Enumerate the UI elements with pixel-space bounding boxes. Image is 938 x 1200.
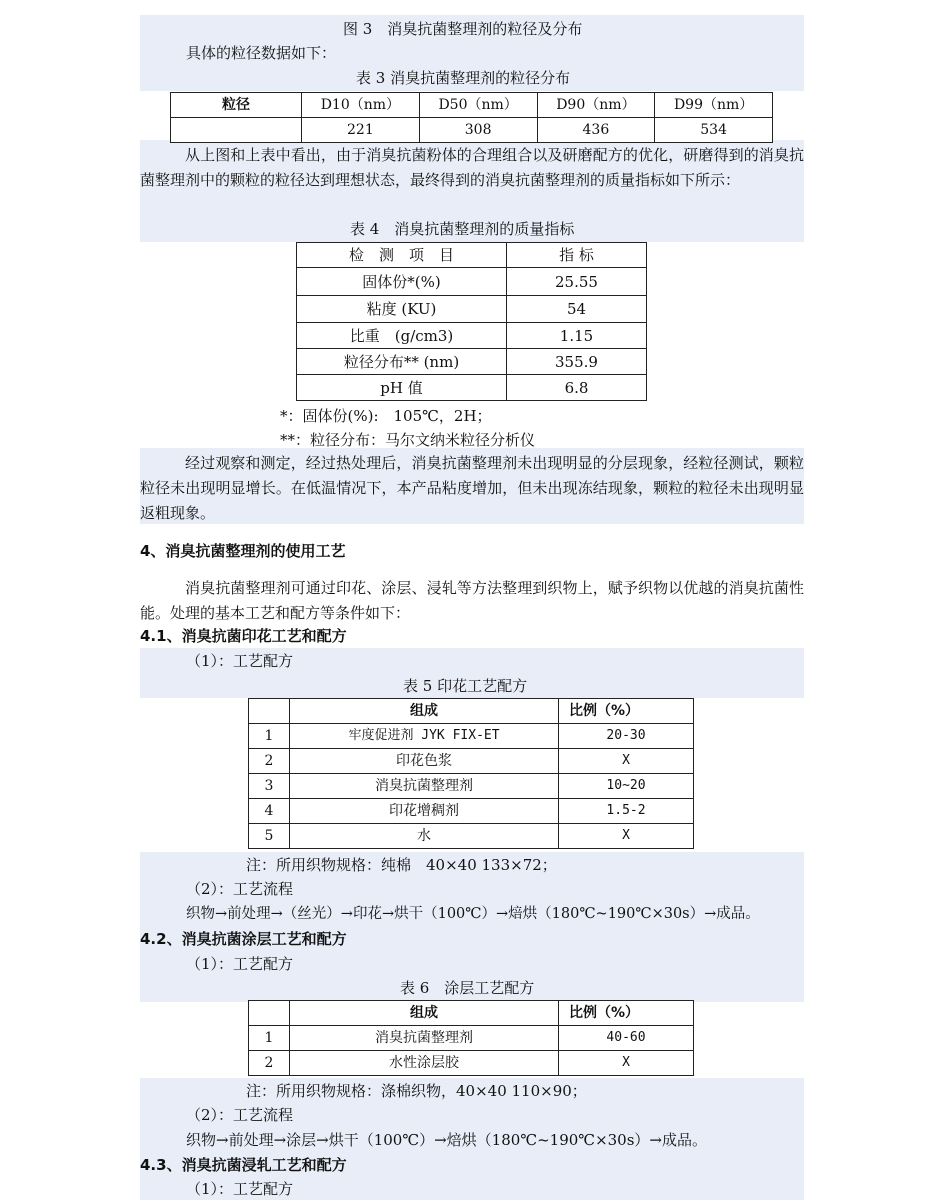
header-cell (249, 699, 290, 724)
section-heading: 4、消臭抗菌整理剂的使用工艺 (140, 542, 346, 560)
table-cell: 308 (419, 118, 537, 143)
header-cell: D10（nm） (302, 93, 420, 118)
table-cell: 消臭抗菌整理剂 (290, 1026, 559, 1051)
table-row (249, 1026, 694, 1051)
table-row (249, 799, 694, 824)
table-cell: 印花色浆 (290, 749, 559, 774)
header-cell: D90（nm） (537, 93, 655, 118)
table-header-row (297, 243, 647, 268)
subsection-heading: 4.2、消臭抗菌涂层工艺和配方 (140, 930, 347, 948)
table-cell (171, 118, 302, 143)
subsection-heading: 4.3、消臭抗菌浸轧工艺和配方 (140, 1156, 347, 1174)
header-cell (249, 1001, 290, 1026)
table-row (249, 749, 694, 774)
table-row (249, 1051, 694, 1076)
header-cell: 比例（%） (559, 1001, 694, 1026)
table-cell: 4 (249, 799, 290, 824)
header-cell: 组成 (290, 699, 559, 724)
table-cell: 水性涂层胶 (290, 1051, 559, 1076)
table-header-row (171, 93, 773, 118)
table-row (249, 824, 694, 849)
step-label: （2）：工艺流程 (186, 1106, 294, 1124)
step-label: （1）：工艺配方 (186, 1180, 294, 1198)
table-cell: 3 (249, 774, 290, 799)
step-label: （2）：工艺流程 (186, 880, 294, 898)
process-flow: 织物→前处理→涂层→烘干（100℃）→焙烘（180℃~190℃×30s）→成品。 (186, 1131, 707, 1149)
header-cell: 指 标 (507, 243, 647, 268)
table-row (297, 323, 647, 349)
table5 (248, 698, 694, 849)
table-cell: 20-30 (559, 724, 694, 749)
paragraph: 从上图和上表中看出，由于消臭抗菌粉体的合理组合以及研磨配方的优化，研磨得到的消臭抗菌整理剂中的颗粒的粒径达到理想状态，最终得到的消臭抗菌整理剂的质量指标如下所示： (140, 146, 804, 189)
table-cell: pH 值 (297, 375, 507, 401)
table-cell: 水 (290, 824, 559, 849)
intro-line: 具体的粒径数据如下： (186, 44, 337, 62)
table-cell: 10~20 (559, 774, 694, 799)
paragraph: 消臭抗菌整理剂可通过印花、涂层、浸轧等方法整理到织物上，赋予织物以优越的消臭抗菌性能。处理的基本工艺和配方等条件如下： (140, 579, 804, 622)
process-flow: 织物→前处理→（丝光）→印花→烘干（100℃）→焙烘（180℃~190℃×30s）→成品。 (186, 906, 760, 922)
table3 (170, 92, 773, 143)
table-cell: 534 (655, 118, 773, 143)
table-note: *：固体份(%): 105℃，2H； (280, 407, 492, 425)
table-header-row (249, 699, 694, 724)
table5-caption: 表 5 印花工艺配方 (403, 677, 528, 695)
table-row (297, 375, 647, 401)
header-cell: 检 测 项 目 (297, 243, 507, 268)
table-note: 注：所用织物规格：纯棉 40×40 133×72； (246, 856, 557, 874)
step-label: （1）：工艺配方 (186, 955, 294, 973)
header-cell: D99（nm） (655, 93, 773, 118)
table-cell: 355.9 (507, 349, 647, 375)
table-row (171, 118, 773, 143)
table-cell: 牢度促进剂 JYK FIX-ET (290, 724, 559, 749)
figure-caption: 图 3 消臭抗菌整理剂的粒径及分布 (343, 20, 583, 38)
table-cell: 221 (302, 118, 420, 143)
table-note: **：粒径分布：马尔文纳米粒径分析仪 (280, 431, 536, 449)
table-cell: 1.5-2 (559, 799, 694, 824)
header-cell: 粒径 (171, 93, 302, 118)
table-header-row (249, 1001, 694, 1026)
table-row (297, 296, 647, 323)
table-cell: 6.8 (507, 375, 647, 401)
table-cell: 2 (249, 1051, 290, 1076)
header-cell: D50（nm） (419, 93, 537, 118)
table-row (297, 268, 647, 296)
table-cell: 1.15 (507, 323, 647, 349)
step-label: （1）：工艺配方 (186, 652, 294, 670)
subsection-heading: 4.1、消臭抗菌印花工艺和配方 (140, 627, 347, 645)
table-row (249, 774, 694, 799)
table-cell: 1 (249, 1026, 290, 1051)
table3-caption: 表 3 消臭抗菌整理剂的粒径分布 (356, 69, 571, 87)
table-cell: 比重 (g/cm3) (297, 323, 507, 349)
table-cell: 1 (249, 724, 290, 749)
table-cell: X (559, 824, 694, 849)
table-cell: 54 (507, 296, 647, 323)
table-cell: 粒径分布** (nm) (297, 349, 507, 375)
table-cell: 消臭抗菌整理剂 (290, 774, 559, 799)
table-row (297, 349, 647, 375)
table-cell: X (559, 749, 694, 774)
table-cell: X (559, 1051, 694, 1076)
table-cell: 固体份*(%) (297, 268, 507, 296)
table-cell: 5 (249, 824, 290, 849)
table-cell: 25.55 (507, 268, 647, 296)
table-cell: 40-60 (559, 1026, 694, 1051)
table-cell: 436 (537, 118, 655, 143)
table4-caption: 表 4 消臭抗菌整理剂的质量指标 (350, 220, 575, 238)
header-cell: 组成 (290, 1001, 559, 1026)
table-cell: 2 (249, 749, 290, 774)
table6-caption: 表 6 涂层工艺配方 (400, 979, 535, 997)
table4 (296, 242, 647, 401)
table-row (249, 724, 694, 749)
table-cell: 印花增稠剂 (290, 799, 559, 824)
table6 (248, 1000, 694, 1076)
table-cell: 粘度 (KU) (297, 296, 507, 323)
header-cell: 比例（%） (559, 699, 694, 724)
paragraph: 经过观察和测定，经过热处理后，消臭抗菌整理剂未出现明显的分层现象，经粒径测试，颗粒粒径未出现明显增长。在低温情况下，本产品粘度增加，但未出现冻结现象，颗粒的粒径未出现明显返粗现象。 (140, 454, 804, 522)
table-note: 注：所用织物规格：涤棉织物，40×40 110×90； (246, 1082, 587, 1100)
